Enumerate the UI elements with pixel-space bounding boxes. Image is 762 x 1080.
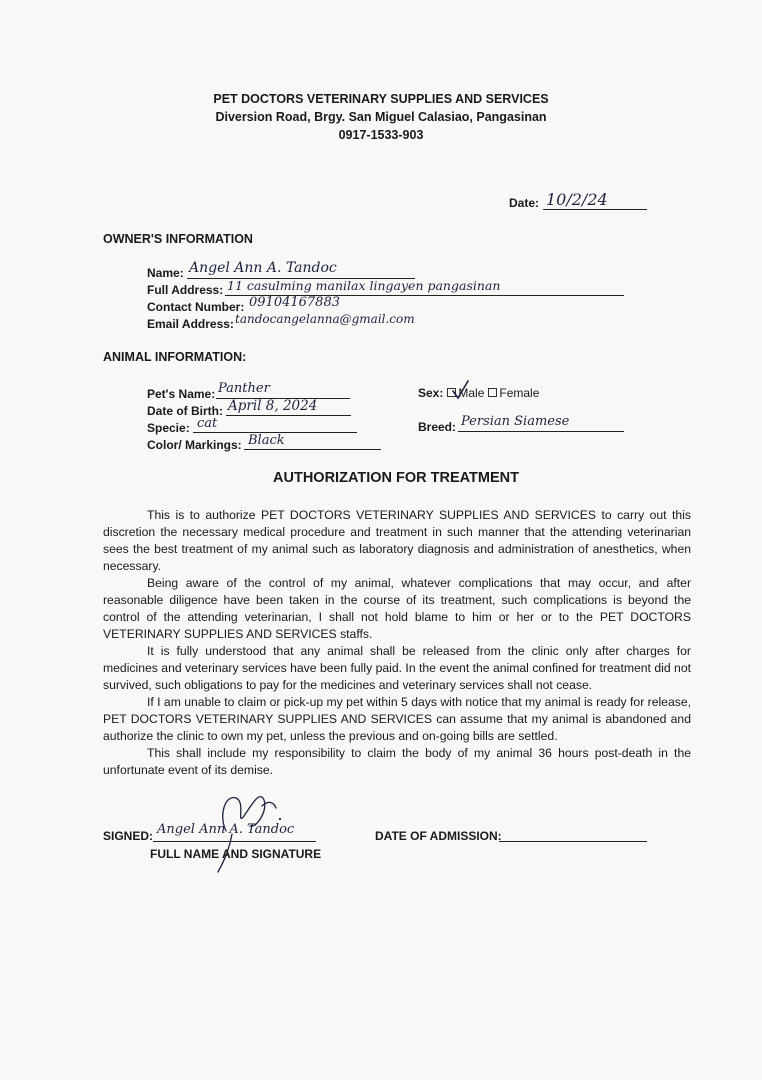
animal-heading: ANIMAL INFORMATION: (103, 350, 247, 364)
address-label: Full Address: (147, 283, 224, 297)
authorization-body (103, 507, 691, 779)
pet-name-label: Pet's Name: (147, 387, 216, 401)
date-value: 10/2/24 (546, 190, 608, 209)
color-label: Color/ Markings: (147, 438, 242, 452)
dob-underline (226, 415, 351, 416)
authorization-paragraph: This is to authorize PET DOCTORS VETERINARY SUPPLIES AND SERVICES to carry out this discretion the necessary medical procedure and treatment in such manner that the attending veterinarian sees the best treatment of my animal such as laboratory diagnosis and administration of anesthetics, when necessary. (103, 508, 691, 573)
company-name: PET DOCTORS VETERINARY SUPPLIES AND SERVICES (213, 92, 549, 106)
signature-scribble-icon (196, 786, 288, 876)
male-label: Male (458, 386, 485, 400)
breed-value: Persian Siamese (461, 414, 570, 429)
date-label: Date: (509, 196, 540, 210)
authorization-paragraph: This shall include my responsibility to claim the body of my animal 36 hours post-death in the unfortunate event of its demise. (103, 746, 691, 777)
signature-caption: FULL NAME AND SIGNATURE (150, 847, 322, 861)
signed-label: SIGNED: (103, 829, 154, 843)
company-address: Diversion Road, Brgy. San Miguel Calasiao, Pangasinan (215, 110, 547, 124)
name-label: Name: (147, 266, 184, 280)
breed-underline (458, 431, 624, 432)
female-label: Female (499, 386, 540, 400)
color-underline (244, 449, 381, 450)
company-phone: 0917-1533-903 (338, 128, 424, 142)
owner-heading: OWNER'S INFORMATION (103, 232, 253, 246)
specie-label: Specie: (147, 421, 190, 435)
specie-value: cat (197, 416, 218, 431)
email-value: tandocangelanna@gmail.com (235, 312, 415, 326)
contact-value: 09104167883 (249, 295, 340, 310)
name-value: Angel Ann A. Tandoc (189, 260, 337, 276)
address-value: 11 casulming manilax lingayen pangasinan (227, 278, 501, 293)
date-underline (543, 209, 647, 210)
pet-name-value: Panther (218, 381, 270, 396)
email-label: Email Address: (147, 317, 234, 331)
authorization-title: AUTHORIZATION FOR TREATMENT (273, 470, 519, 486)
color-value: Black (248, 433, 285, 448)
breed-label: Breed: (418, 420, 457, 434)
admission-underline[interactable] (499, 841, 647, 842)
authorization-paragraph: Being aware of the control of my animal, whatever complications that may occur, and after reasonable diligence have been taken in the course of its treatment, such complications is beyond the control of the attending veterinarian, I shall not hold blame to him or her or to the PET DOCTORS VETERINARY SUPPLIES AND SERVICES staffs. (103, 576, 691, 641)
sex-field (418, 386, 539, 400)
dob-value: April 8, 2024 (228, 398, 318, 414)
male-checkmark-icon (452, 380, 470, 400)
contact-label: Contact Number: (147, 300, 245, 314)
dob-label: Date of Birth: (147, 404, 223, 418)
authorization-paragraph: If I am unable to claim or pick-up my pet within 5 days with notice that my animal is ready for release, PET DOCTORS VETERINARY SUPPLIES AND SERVICES can assume that my animal is abandoned and authorize the clinic to own my pet, unless the previous and on-going bills are settled. (103, 695, 691, 743)
female-checkbox[interactable] (488, 388, 497, 397)
authorization-paragraph: It is fully understood that any animal shall be released from the clinic only after charges for medicines and veterinary services have been fully paid. In the event the animal confined for treatment did not survived, such obligations to pay for the medicines and veterinary services shall not cease. (103, 644, 691, 692)
signed-value: Angel Ann A. Tandoc (157, 822, 295, 837)
sex-label: Sex: (418, 386, 444, 400)
admission-label: DATE OF ADMISSION: (375, 829, 502, 843)
